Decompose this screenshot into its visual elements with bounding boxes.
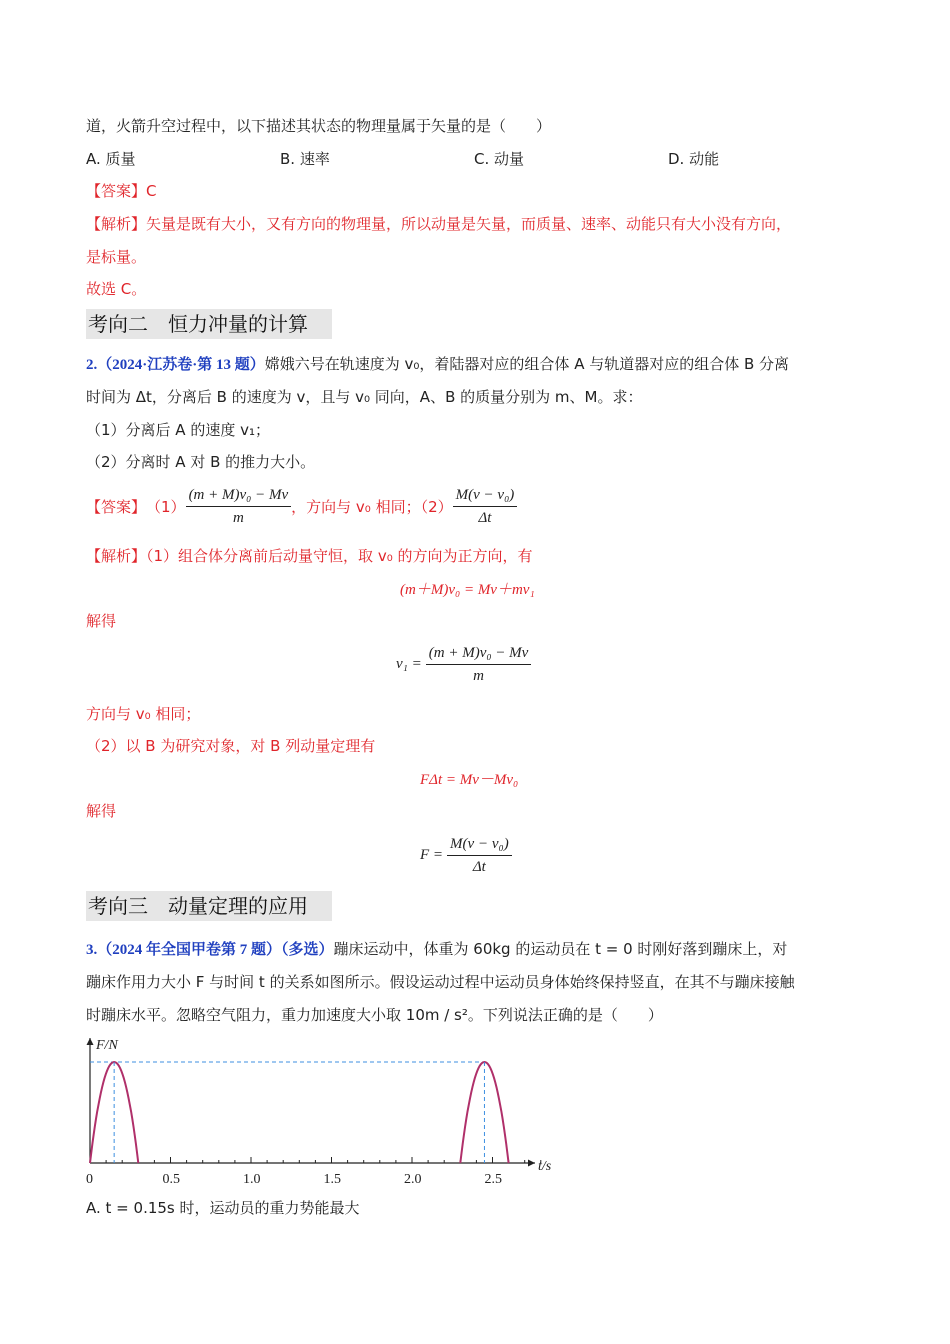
fraction-denominator: m xyxy=(232,510,244,526)
q3-source: 3.（2024 年全国甲卷第 7 题）（多选） xyxy=(86,942,334,958)
answer-tag: 【答案】 xyxy=(86,498,147,516)
formula-fraction xyxy=(447,833,512,878)
answer-part1-label: （1） xyxy=(146,498,186,516)
x-tick-labels xyxy=(86,1172,502,1187)
q2-sub1: （1）分离后 A 的速度 v₁； xyxy=(86,421,270,439)
analysis-text: （1）组合体分离前后动量守恒，取 v₀ 的方向为正方向，有 xyxy=(146,547,533,565)
q2-analysis xyxy=(86,545,533,566)
fraction-denominator: m xyxy=(473,668,484,684)
x-tick-label: 1.0 xyxy=(243,1172,261,1187)
q2-line1 xyxy=(86,353,789,374)
fraction-denominator: Δt xyxy=(478,510,492,526)
q2-analysis-2: （2）以 B 为研究对象，对 B 列动量定理有 xyxy=(86,737,376,755)
formula-lhs: F = xyxy=(420,847,444,863)
q1-option-b: B. 速率 xyxy=(280,150,330,168)
q2-solve-2: 解得 xyxy=(86,802,117,820)
x-tick-label: 1.5 xyxy=(323,1172,341,1187)
answer-value: C xyxy=(146,182,157,200)
fraction-numerator: M(v − v₀) xyxy=(447,833,512,856)
analysis-text: 矢量是既有大小，又有方向的物理量，所以动量是矢量，而质量、速率、动能只有大小没有方向， xyxy=(146,215,792,233)
x-tick-label: 0 xyxy=(86,1172,93,1187)
answer-middle: ，方向与 v₀ 相同；（2） xyxy=(291,498,453,516)
q1-conclusion: 故选 C。 xyxy=(86,280,147,298)
x-tick-label: 0.5 xyxy=(162,1172,180,1187)
q3-line3: 时蹦床水平。忽略空气阻力，重力加速度大小取 10m / s²。下列说法正确的是（ ） xyxy=(86,1006,663,1024)
q1-option-d: D. 动能 xyxy=(668,150,720,168)
q2-sub2: （2）分离时 A 对 B 的推力大小。 xyxy=(86,453,316,471)
fraction-numerator: M(v − v₀) xyxy=(453,484,518,507)
q2-direction: 方向与 v₀ 相同； xyxy=(86,705,201,723)
q1-option-c: C. 动量 xyxy=(474,150,525,168)
x-axis-label: t/s xyxy=(538,1159,552,1174)
q2-source: 2.（2024·江苏卷·第 13 题） xyxy=(86,357,265,373)
x-tick-label: 2.0 xyxy=(404,1172,422,1187)
q2-F-formula xyxy=(420,833,512,878)
q3-line1 xyxy=(86,938,787,959)
analysis-tag: 【解析】 xyxy=(86,215,147,233)
q2-equation-2: FΔt = Mv－Mv₀ xyxy=(420,772,519,788)
q3-text1: 蹦床运动中，体重为 60kg 的运动员在 t = 0 时刚好落到蹦床上，对 xyxy=(333,940,788,958)
q2-text1: 嫦娥六号在轨速度为 v₀，着陆器对应的组合体 A 与轨道器对应的组合体 B 分离 xyxy=(264,355,790,373)
q1-analysis-line2: 是标量。 xyxy=(86,248,147,266)
section-heading-3: 考向三 动量定理的应用 xyxy=(86,891,332,921)
force-time-chart xyxy=(80,1032,570,1192)
answer-fraction-1 xyxy=(186,484,292,529)
series-group xyxy=(90,1062,509,1163)
q2-line2: 时间为 Δt，分离后 B 的速度为 v，且与 v₀ 同向，A、B 的质量分别为 m、M。求： xyxy=(86,388,643,406)
answer-tag: 【答案】 xyxy=(86,182,147,200)
q2-v1-formula xyxy=(396,642,531,687)
fraction-numerator: (m + M)v₀ − Mv xyxy=(426,642,532,665)
q1-answer xyxy=(86,180,157,201)
q1-analysis xyxy=(86,213,791,234)
q3-line2: 蹦床作用力大小 F 与时间 t 的关系如图所示。假设运动过程中运动员身体始终保持竖直，在其不与蹦床接触 xyxy=(86,973,795,991)
q1-option-a: A. 质量 xyxy=(86,150,136,168)
x-tick-label: 2.5 xyxy=(484,1172,502,1187)
section-heading-2: 考向二 恒力冲量的计算 xyxy=(86,309,332,339)
x-ticks xyxy=(106,1157,541,1163)
y-axis-label: F/N xyxy=(96,1038,118,1053)
formula-fraction xyxy=(426,642,532,687)
q2-equation-1: (m＋M)v₀ = Mv＋mv₁ xyxy=(400,582,535,598)
q2-solve-1: 解得 xyxy=(86,612,117,630)
fraction-denominator: Δt xyxy=(472,859,486,875)
q3-option-a: A. t = 0.15s 时，运动员的重力势能最大 xyxy=(86,1199,360,1217)
fraction-numerator: (m + M)v₀ − Mv xyxy=(186,484,292,507)
formula-lhs: v₁ = xyxy=(396,656,422,672)
analysis-tag: 【解析】 xyxy=(86,547,147,565)
q1-stem: 道，火箭升空过程中，以下描述其状态的物理量属于矢量的是（ ） xyxy=(86,117,552,135)
q2-answer xyxy=(86,484,517,529)
answer-fraction-2 xyxy=(453,484,518,529)
